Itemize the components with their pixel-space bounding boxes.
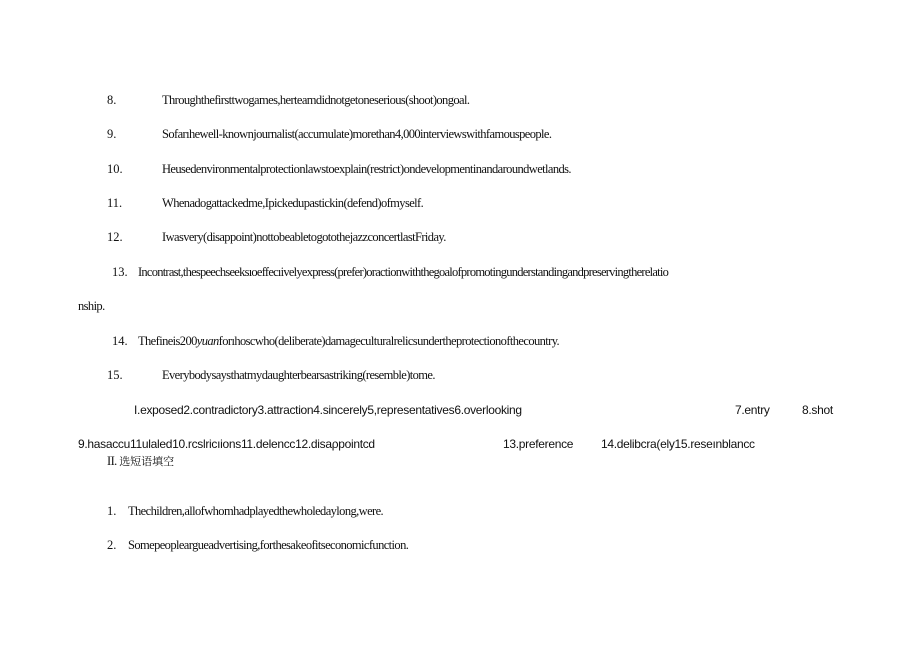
item-text-italic: yuan — [196, 334, 219, 348]
section-heading — [107, 453, 174, 470]
answer-key-item: 8.shot — [802, 403, 833, 417]
item-text: Throughthefirsttwogames,herteamdidnotgetoneserious(shoot)ongoal. — [162, 93, 470, 107]
item-number: 1. — [107, 504, 117, 518]
item-number: 10. — [107, 162, 123, 176]
answer-key-line: 9.hasaccu11ulaled10.rcslricıions11.delencc12.disaρpointcd — [78, 437, 375, 451]
item-text: Whenadogattackedme,Ipickedupastickin(defend)ofmyself. — [162, 196, 424, 210]
answer-key-line: I.exposed2.contradictory3.attraction4.sincerely5,representatives6.overlooking — [134, 403, 522, 417]
item-text-part: forıhoscwho(deliberate)damageculturalrelicsundertheprotectionofthecountry. — [218, 334, 560, 348]
item-number: 15. — [107, 368, 123, 382]
item-text-part: Thefineis200 — [138, 334, 197, 348]
item-number: 11. — [107, 196, 123, 210]
item-number: 14. — [112, 334, 128, 348]
item-number: 8. — [107, 93, 117, 107]
item-text — [138, 333, 559, 349]
item-text: Somepeopleargueadvertising,forthesakeofitseconomicfunction. — [128, 538, 409, 552]
item-number: 12. — [107, 230, 123, 244]
answer-key-item: 7.entry — [735, 403, 770, 417]
item-number: 2. — [107, 538, 117, 552]
answer-key-item: 13.preference — [503, 437, 574, 451]
answer-key-item: 14.delibcra(ely15.reseınblancc — [601, 437, 755, 451]
item-text: Heusedenvironmentalprotectionlawstoexplain(restrict)ondevelopmentinandaroundwetlands. — [162, 162, 571, 176]
item-number: 9. — [107, 127, 117, 141]
item-text-continuation: nship. — [78, 299, 105, 313]
section-roman: II. — [107, 454, 117, 468]
item-text: Incontrast,thespeechseeksıoeffecıivelyexpress(prefer)oractionwiththegoalofpromotingunderstandingandpreservingtherelatio — [138, 265, 669, 279]
item-text: Sofarıhewell-knownjournalist(accumulate)morethan4,000interviewswithfamouspeople. — [162, 127, 552, 141]
section-title: 选短语填空 — [119, 455, 175, 468]
item-text: Iwasvery(disappoint)nottobeabletogotothejazzconcertlastFriday. — [162, 230, 446, 244]
item-text: Everybodysaysthatmydaughterbearsastriking(resemble)tome. — [162, 368, 435, 382]
item-text: Thechildren,allofwhomhadplayedthewholedaylong,were. — [128, 504, 384, 518]
item-number: 13. — [112, 265, 128, 279]
